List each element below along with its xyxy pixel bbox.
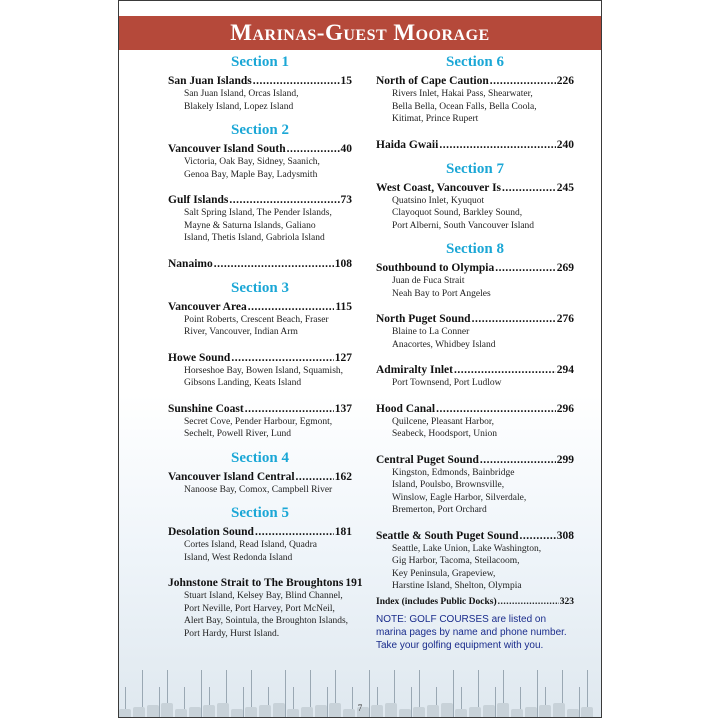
entry-name: Gulf Islands — [168, 194, 229, 206]
entry-places-line: Island, Thetis Island, Gabriola Island — [184, 233, 325, 243]
entry-places-line: Anacortes, Whidbey Island — [392, 339, 496, 350]
toc-entry — [168, 402, 352, 441]
toc-entry — [168, 193, 352, 245]
entry-name: Southbound to Olympia — [376, 262, 495, 274]
entry-places-line: Quilcene, Pleasant Harbor, — [392, 416, 494, 427]
entry-places-line: Sechelt, Powell River, Lund — [184, 429, 292, 439]
entry-heading — [168, 351, 352, 365]
page-number: 7 — [357, 703, 363, 713]
entry-places-line: Secret Cove, Pender Harbour, Egmont, — [184, 416, 333, 427]
toc-entry — [168, 74, 352, 113]
entry-page: 115 — [335, 300, 352, 313]
entry-places-line: Gibsons Landing, Keats Island — [184, 378, 302, 388]
entry-page: 296 — [556, 402, 574, 415]
entry-page: 137 — [334, 402, 352, 415]
section-heading: Section 4 — [231, 449, 289, 466]
entry-heading — [376, 363, 574, 377]
toc-entry — [376, 363, 574, 390]
entry-places-line: Seabeck, Hoodsport, Union — [392, 429, 498, 439]
entry-page: 162 — [334, 470, 352, 483]
entry-places-line: Harstine Island, Shelton, Olympia — [392, 581, 522, 591]
entry-places-line: Island, West Redonda Island — [184, 552, 293, 563]
entry-name: Seattle & South Puget Sound — [376, 529, 519, 542]
toc-entry — [168, 576, 363, 640]
section-heading: Section 1 — [231, 54, 289, 70]
index-label: Index (includes Public Docks) — [376, 596, 497, 607]
entry-places-line: Key Peninsula, Grapeview, — [392, 568, 496, 579]
toc-entry — [376, 453, 574, 517]
entry-heading — [376, 181, 574, 195]
toc-entry — [168, 470, 352, 497]
section-heading: Section 3 — [231, 279, 289, 296]
toc-page — [118, 0, 602, 718]
section-heading: Section 2 — [231, 122, 289, 138]
entry-places-line: Genoa Bay, Maple Bay, Ladysmith — [184, 169, 318, 180]
entry-page: 127 — [334, 351, 352, 364]
entry-name: Sunshine Coast — [168, 402, 244, 415]
section-heading: Section 7 — [446, 160, 504, 177]
entry-places-line: Kitimat, Prince Rupert — [392, 114, 479, 124]
index-entry — [376, 595, 574, 609]
entry-heading — [168, 300, 352, 314]
entry-name: Admiralty Inlet — [376, 364, 453, 376]
entry-places-line: Port Hardy, Hurst Island. — [184, 628, 280, 639]
toc-entry — [168, 257, 352, 271]
entry-places-line: Port Townsend, Port Ludlow — [392, 378, 502, 388]
toc-entry — [376, 261, 574, 300]
entry-places-line: Blaine to La Conner — [392, 327, 470, 337]
entry-heading — [168, 525, 352, 539]
golf-note: NOTE: GOLF COURSES are listed on marina pages by name and phone number. Take your golfing equipment with you. — [376, 613, 567, 651]
entry-places-line: Horseshoe Bay, Bowen Island, Squamish, — [184, 365, 344, 376]
entry-places-line: Bremerton, Port Orchard — [392, 505, 487, 515]
entry-heading — [168, 142, 352, 156]
entry-places-line: Kingston, Edmonds, Bainbridge — [392, 467, 515, 478]
entry-page: 191 — [345, 577, 363, 589]
entry-name: San Juan Islands — [168, 75, 252, 87]
entry-name: Vancouver Island Central — [168, 470, 295, 483]
toc-entry — [376, 181, 574, 233]
entry-places-line: Victoria, Oak Bay, Sidney, Saanich, — [184, 157, 320, 167]
entry-name: North of Cape Caution — [376, 75, 489, 87]
entry-places-line: Alert Bay, Sointula, the Broughton Islands, — [184, 616, 349, 626]
entry-name: Johnstone Strait to The Broughtons — [168, 577, 344, 589]
entry-name: Haida Gwaii — [376, 138, 439, 151]
toc-entry — [376, 529, 574, 593]
entry-name: North Puget Sound — [376, 313, 471, 325]
index-page: 323 — [559, 596, 574, 607]
entry-places-line: Bella Bella, Ocean Falls, Bella Coola, — [392, 101, 537, 112]
entry-heading — [376, 453, 574, 467]
entry-page: 181 — [334, 526, 352, 538]
entry-places-line: San Juan Island, Orcas Island, — [184, 89, 299, 99]
entry-heading — [376, 312, 574, 326]
left-column — [168, 53, 363, 640]
section-heading: Section 8 — [446, 241, 504, 257]
entry-places-line: Mayne & Saturna Islands, Galiano — [184, 220, 316, 231]
entry-places-line: River, Vancouver, Indian Arm — [184, 327, 298, 337]
toc-entry — [376, 74, 574, 126]
entry-places-line: Blakely Island, Lopez Island — [184, 101, 294, 112]
entry-page: 308 — [556, 529, 574, 542]
entry-places-line: Port Alberni, South Vancouver Island — [392, 220, 535, 231]
entry-page: 73 — [340, 194, 352, 206]
entry-places-line: Island, Poulsbo, Brownsville, — [392, 480, 505, 490]
entry-places-line: Stuart Island, Kelsey Bay, Blind Channel, — [184, 591, 343, 601]
entry-places-line: Cortes Island, Read Island, Quadra — [184, 540, 317, 550]
entry-places-line: Rivers Inlet, Hakai Pass, Shearwater, — [392, 89, 533, 99]
entry-places-line: Clayoquot Sound, Barkley Sound, — [392, 208, 523, 218]
entry-places-line: Point Roberts, Crescent Beach, Fraser — [184, 314, 329, 325]
entry-page: 269 — [556, 262, 574, 274]
entry-places-line: Nanoose Bay, Comox, Campbell River — [184, 484, 333, 495]
right-sections — [376, 53, 574, 593]
entry-places-line: Gig Harbor, Tacoma, Steilacoom, — [392, 556, 520, 566]
entry-page: 299 — [556, 453, 574, 466]
entry-heading — [168, 74, 352, 88]
toc-entry — [376, 138, 574, 152]
entry-name: Hood Canal — [376, 402, 436, 415]
entry-heading — [376, 402, 574, 416]
toc-entry — [168, 300, 352, 339]
entry-places-line: Quatsino Inlet, Kyuquot — [392, 195, 485, 206]
entry-page: 240 — [556, 138, 574, 151]
entry-heading — [168, 576, 363, 590]
toc-entry — [168, 525, 352, 564]
entry-name: Howe Sound — [168, 351, 231, 364]
toc-entry — [168, 351, 352, 390]
section-heading: Section 5 — [231, 505, 289, 521]
entry-name: Desolation Sound — [168, 526, 254, 538]
entry-page: 276 — [556, 313, 574, 325]
entry-heading — [376, 138, 574, 152]
entry-page: 40 — [340, 143, 352, 155]
page-title: Marinas-Guest Moorage — [230, 20, 490, 45]
entry-places-line: Salt Spring Island, The Pender Islands, — [184, 208, 332, 218]
entry-heading — [376, 261, 574, 275]
toc-entry — [376, 312, 574, 351]
entry-places-line: Seattle, Lake Union, Lake Washington, — [392, 543, 542, 554]
entry-name: Vancouver Island South — [168, 143, 286, 155]
section-heading: Section 6 — [446, 54, 504, 70]
entry-name: Central Puget Sound — [376, 453, 479, 466]
entry-page: 226 — [556, 75, 574, 87]
entry-name: West Coast, Vancouver Is — [376, 181, 502, 194]
entry-heading — [376, 529, 574, 543]
entry-page: 245 — [556, 181, 574, 194]
entry-heading — [168, 402, 352, 416]
entry-places-line: Juan de Fuca Strait — [392, 276, 465, 286]
entry-heading — [376, 74, 574, 88]
entry-page: 294 — [556, 364, 574, 376]
entry-heading — [168, 470, 352, 484]
toc-entry — [168, 142, 352, 181]
entry-page: 15 — [340, 75, 352, 87]
entry-places-line: Port Neville, Port Harvey, Port McNeil, — [184, 603, 335, 614]
entry-page: 108 — [334, 257, 352, 270]
entry-heading — [168, 257, 352, 271]
right-column — [376, 53, 574, 652]
title-banner — [119, 16, 601, 50]
entry-heading — [168, 193, 352, 207]
toc-entry — [376, 402, 574, 441]
entry-name: Vancouver Area — [168, 300, 247, 313]
entry-name: Nanaimo — [168, 257, 213, 270]
entry-places-line: Winslow, Eagle Harbor, Silverdale, — [392, 492, 527, 503]
entry-places-line: Neah Bay to Port Angeles — [392, 288, 491, 299]
